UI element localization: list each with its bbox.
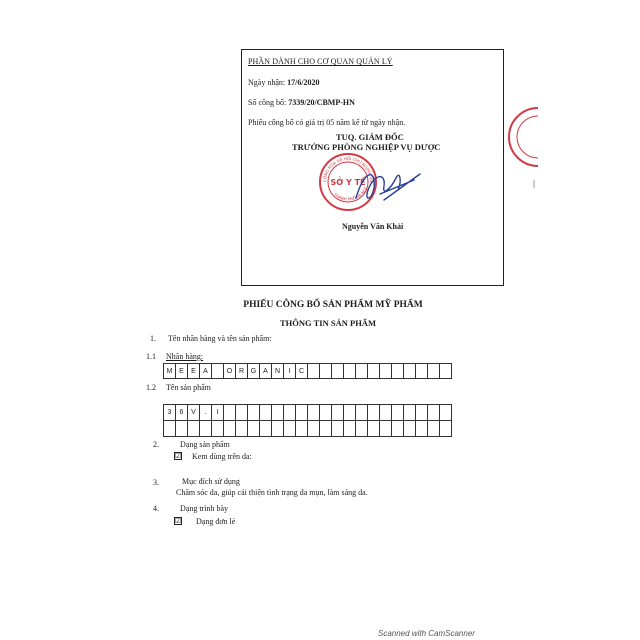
char-cell	[224, 405, 236, 421]
char-cell	[296, 421, 308, 437]
item-1-number: 1.	[150, 334, 156, 343]
number-label: Số công bố:	[248, 98, 287, 107]
char-cell	[176, 421, 188, 437]
validity-note: Phiếu công bố có giá trị 05 năm kể từ ngày nhận.	[248, 118, 406, 127]
char-cell: E	[188, 364, 200, 379]
official-use-box	[241, 49, 504, 286]
char-cell	[344, 364, 356, 379]
char-cell	[356, 421, 368, 437]
received-line	[248, 78, 320, 87]
char-cell	[332, 405, 344, 421]
char-cell	[272, 421, 284, 437]
char-cell	[320, 421, 332, 437]
item-2-label: Dạng sản phẩm	[180, 440, 230, 449]
char-cell: I	[284, 364, 296, 379]
char-cell	[236, 421, 248, 437]
char-cell	[440, 364, 452, 379]
char-cell	[368, 421, 380, 437]
char-cell	[260, 405, 272, 421]
char-cell	[308, 364, 320, 379]
stamp-center-text: SỞ Y TẾ	[330, 178, 366, 187]
title-line-2: TRƯỞNG PHÒNG NGHIỆP VỤ DƯỢC	[292, 142, 441, 152]
char-cell: N	[272, 364, 284, 379]
char-cell: A	[260, 364, 272, 379]
char-cell: .	[200, 405, 212, 421]
char-cell	[428, 421, 440, 437]
item-1-label: Tên nhãn hàng và tên sản phẩm:	[168, 334, 272, 343]
single-pack-checkbox[interactable]: ☑	[175, 517, 182, 525]
received-date: 17/6/2020	[287, 78, 320, 87]
char-cell	[296, 405, 308, 421]
char-cell	[308, 405, 320, 421]
char-cell	[320, 405, 332, 421]
number-value: 7339/20/CBMP-HN	[288, 98, 355, 107]
char-cell	[416, 421, 428, 437]
official-header: PHẦN DÀNH CHO CƠ QUAN QUẢN LÝ	[248, 57, 393, 66]
char-cell	[320, 364, 332, 379]
brand-name-grid	[163, 363, 452, 379]
char-cell	[284, 405, 296, 421]
char-cell	[332, 421, 344, 437]
char-cell	[260, 421, 272, 437]
char-cell	[188, 421, 200, 437]
char-cell	[332, 364, 344, 379]
char-cell	[404, 364, 416, 379]
char-cell	[212, 421, 224, 437]
product-name-grid	[163, 404, 452, 437]
char-cell	[440, 421, 452, 437]
title-line-1: TUQ. GIÁM ĐỐC	[336, 132, 404, 142]
char-cell	[344, 405, 356, 421]
stamp-bottom-text: THÀNH PHỐ HÀ NỘI	[332, 186, 369, 202]
item-2-option: Kem dùng trên da:	[192, 452, 252, 461]
char-cell	[380, 364, 392, 379]
char-cell	[356, 364, 368, 379]
char-cell	[284, 421, 296, 437]
char-cell: E	[176, 364, 188, 379]
item-3-number: 3.	[153, 478, 159, 487]
product-name-label: Tên sản phẩm	[166, 383, 211, 392]
char-cell	[212, 364, 224, 379]
char-cell	[416, 405, 428, 421]
signature	[344, 160, 424, 210]
char-cell: 3	[164, 405, 176, 421]
char-cell	[356, 405, 368, 421]
char-cell: C	[296, 364, 308, 379]
char-cell	[164, 421, 176, 437]
char-cell	[344, 421, 356, 437]
char-cell	[368, 405, 380, 421]
scanner-watermark: Scanned with CamScanner	[378, 629, 475, 638]
char-cell: O	[224, 364, 236, 379]
signer-name: Nguyễn Văn Khải	[342, 222, 404, 231]
cream-checkbox[interactable]: ☑	[175, 452, 182, 460]
char-cell	[248, 405, 260, 421]
char-cell: G	[248, 364, 260, 379]
char-cell	[368, 364, 380, 379]
document-title: PHIẾU CÔNG BỐ SẢN PHẨM MỸ PHẨM	[243, 300, 423, 310]
char-cell	[272, 405, 284, 421]
item-1-2-number: 1.2	[146, 383, 156, 392]
char-cell	[248, 421, 260, 437]
item-4-number: 4.	[153, 504, 159, 513]
edge-stamp	[508, 100, 540, 190]
number-line	[248, 98, 355, 107]
char-cell	[428, 364, 440, 379]
item-1-1-number: 1.1	[146, 352, 156, 361]
char-cell	[200, 421, 212, 437]
char-cell	[404, 421, 416, 437]
char-cell	[224, 421, 236, 437]
item-4-option: Dạng đơn lẻ	[196, 517, 236, 526]
item-3-text: Chăm sóc da, giúp cải thiện tình trạng da mụn, làm sáng da.	[176, 488, 368, 497]
char-cell: I	[212, 405, 224, 421]
char-cell	[440, 405, 452, 421]
item-3-label: Mục đích sử dụng	[182, 477, 240, 486]
char-cell	[392, 364, 404, 379]
char-cell	[236, 405, 248, 421]
char-cell	[380, 421, 392, 437]
char-cell	[392, 405, 404, 421]
char-cell: M	[164, 364, 176, 379]
char-cell: V	[188, 405, 200, 421]
char-cell: 6	[176, 405, 188, 421]
item-2-number: 2.	[153, 440, 159, 449]
char-cell	[308, 421, 320, 437]
char-cell: R	[236, 364, 248, 379]
section-title: THÔNG TIN SẢN PHẨM	[280, 318, 376, 328]
char-cell	[380, 405, 392, 421]
brand-label: Nhãn hàng:	[166, 352, 204, 361]
item-4-label: Dạng trình bày	[180, 504, 228, 513]
char-cell	[416, 364, 428, 379]
char-cell	[428, 405, 440, 421]
char-cell	[392, 421, 404, 437]
received-label: Ngày nhận:	[248, 78, 286, 87]
char-cell	[404, 405, 416, 421]
char-cell: A	[200, 364, 212, 379]
stamp-ring-text: CỘNG HÒA XÃ HỘI CHỦ NGHĨA VIỆ	[321, 155, 375, 184]
